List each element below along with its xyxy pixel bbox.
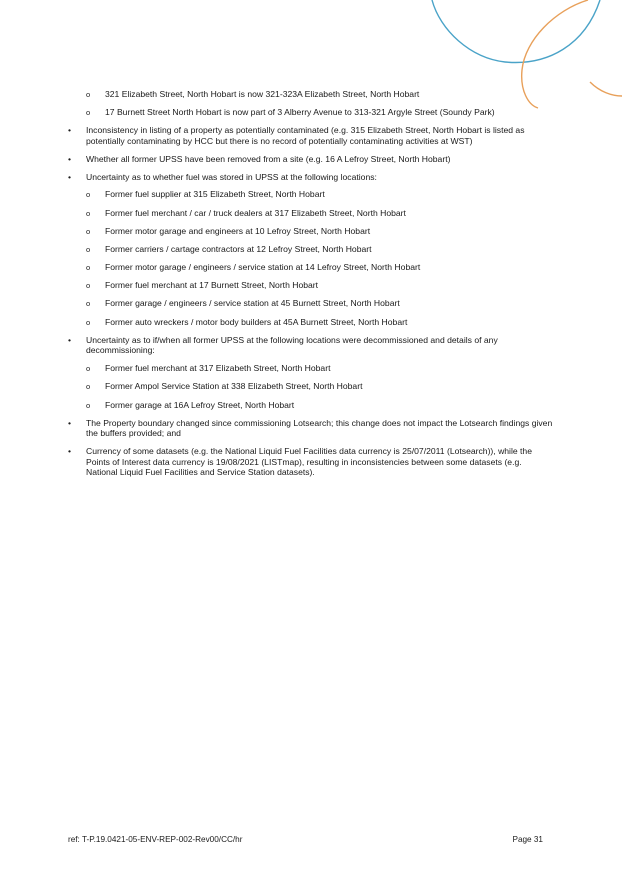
sub-bullet-item [68,226,554,237]
sub-bullet-marker: o [86,317,91,327]
blue-arc [432,0,600,62]
item-text: Former auto wreckers / motor body builders at 45A Burnett Street, North Hobart [105,316,408,327]
sub-bullet-marker: o [86,364,91,374]
footer-reference: ref: T-P.19.0421-05-ENV-REP-002-Rev00/CC/hr [68,835,243,844]
item-text: Former garage / engineers / service station at 45 Burnett Street, North Hobart [105,298,400,309]
sub-bullet-item [68,363,554,374]
bullet-marker: • [68,334,72,345]
item-text: 17 Burnett Street North Hobart is now part of 3 Alberry Avenue to 313-321 Argyle Street (Soundy Park) [105,107,495,118]
sub-bullet-marker: o [86,281,91,291]
item-text: Former fuel merchant at 17 Burnett Street, North Hobart [105,280,319,291]
item-text: The Property boundary changed since commissioning Lotsearch; this change does not impact the Lotsearch findings given the buffers provided; and [86,417,553,439]
item-text: 321 Elizabeth Street, North Hobart is now 321-323A Elizabeth Street, North Hobart [105,89,420,99]
sub-bullet-marker: o [86,90,91,99]
sub-bullet-item [68,298,554,309]
sub-bullet-item [68,189,554,200]
item-text: Former motor garage and engineers at 10 Lefroy Street, North Hobart [105,225,371,236]
sub-bullet-item [68,280,554,291]
sub-bullet-item [68,107,554,118]
sub-bullet-item [68,262,554,273]
bullet-item [68,154,554,165]
sub-bullet-marker: o [86,208,91,218]
item-text: Former motor garage / engineers / service station at 14 Lefroy Street, North Hobart [105,262,421,273]
bullet-item [68,172,554,183]
sub-bullet-item [68,400,554,411]
bullet-item [68,125,554,146]
item-text: Former fuel merchant / car / truck dealers at 317 Elizabeth Street, North Hobart [105,207,406,218]
item-text: Former fuel merchant at 317 Elizabeth Street, North Hobart [105,363,331,374]
sub-bullet-item [68,381,554,392]
sub-bullet-item [68,317,554,328]
sub-bullet-marker: o [86,108,91,118]
item-text: Whether all former UPSS have been removed from a site (e.g. 16 A Lefroy Street, North Hobart) [86,153,451,164]
bullet-marker: • [68,125,72,136]
footer-page-number: Page 31 [512,835,543,844]
bullet-item [68,335,554,356]
sub-bullet-marker: o [86,226,91,236]
orange-arc-tail [590,82,622,96]
sub-bullet-marker: o [86,299,91,309]
sub-bullet-item [68,208,554,219]
item-text: Currency of some datasets (e.g. the National Liquid Fuel Facilities data currency is 25/07/2011 (Lotsearch)), while the Points of Interest data currency is 19/08/2021 (LISTmap), resulting in inconsistencies between some datasets (e.g. National Liquid Fuel Facilities and Service Station datasets). [86,446,532,478]
item-text: Former Ampol Service Station at 338 Elizabeth Street, North Hobart [105,381,363,392]
sub-bullet-marker: o [86,190,91,200]
item-text: Former garage at 16A Lefroy Street, North Hobart [105,399,295,410]
bullet-marker: • [68,171,72,182]
item-text: Former carriers / cartage contractors at 12 Lefroy Street, North Hobart [105,243,372,254]
sub-bullet-marker: o [86,263,91,273]
bullet-marker: • [68,153,72,164]
bullet-marker: • [68,417,72,428]
item-text: Uncertainty as to if/when all former UPSS at the following locations were decommissioned and details of any decommissioning: [86,334,498,356]
sub-bullet-item [68,244,554,255]
item-text: Uncertainty as to whether fuel was stored in UPSS at the following locations: [86,171,377,182]
item-text: Inconsistency in listing of a property as potentially contaminated (e.g. 315 Elizabeth Street, North Hobart is listed as potentially contaminating by HCC but there is no record of potentially contaminating activities at WST) [86,125,525,146]
bullet-marker: • [68,446,72,457]
bullet-item [68,418,554,439]
sub-bullet-marker: o [86,400,91,410]
bullet-item [68,446,554,478]
sub-bullet-marker: o [86,244,91,254]
sub-bullet-item [68,89,554,100]
sub-bullet-marker: o [86,382,91,392]
item-text: Former fuel supplier at 315 Elizabeth Street, North Hobart [105,189,325,200]
document-body [68,89,554,485]
